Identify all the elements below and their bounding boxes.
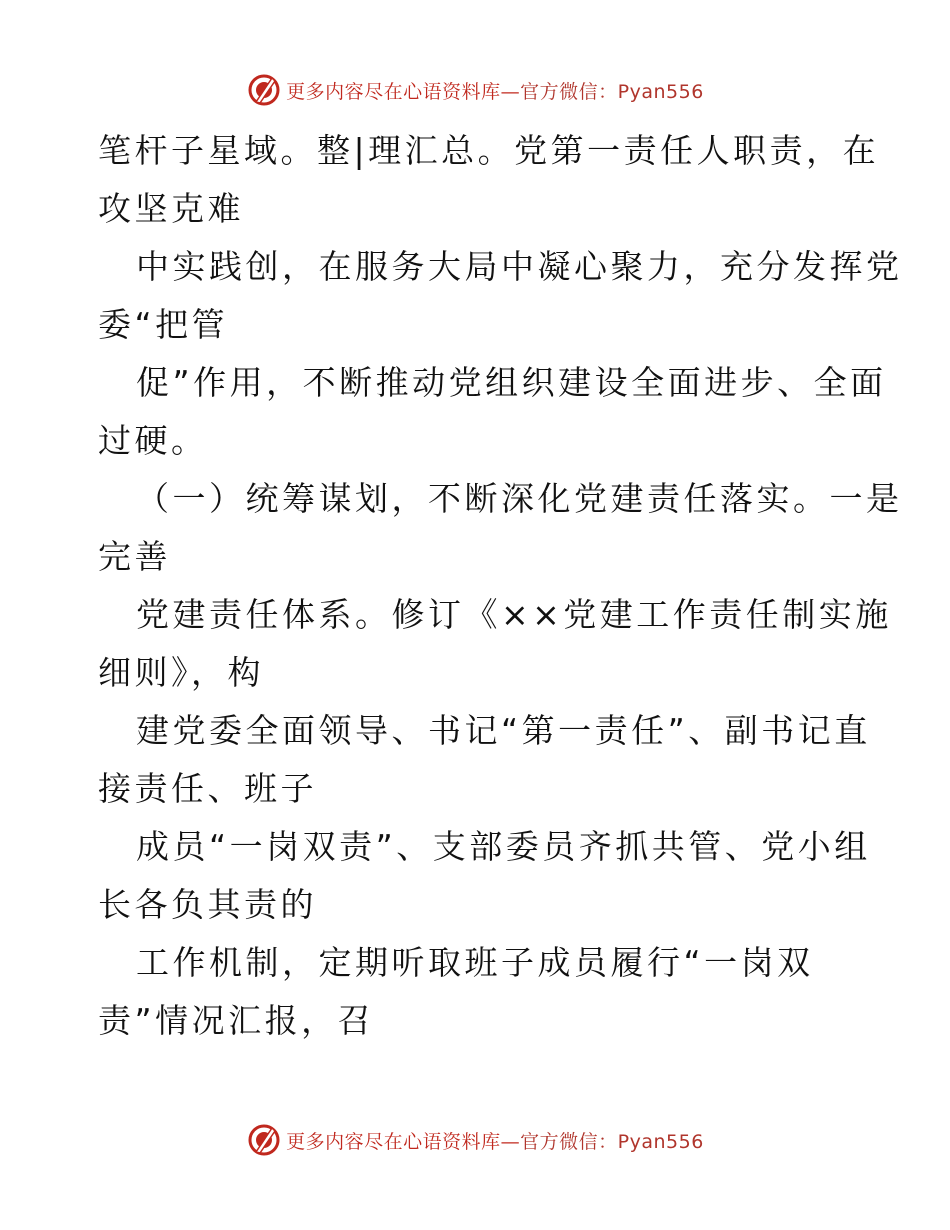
text-line: 笔杆子星域。整|理汇总。党第一责任人职责，在 bbox=[98, 131, 880, 170]
banner-wechat: 官方微信：Pyan556 bbox=[520, 1130, 704, 1153]
document-body bbox=[98, 122, 903, 1050]
text-line: 建党委全面领导、书记“第一责任”、副书记直 bbox=[136, 711, 871, 750]
text-line: 委“把管 bbox=[98, 305, 229, 344]
text-line: 党建责任体系。修订《××党建工作责任制实施 bbox=[136, 595, 892, 634]
banner-text: 更多内容尽在心语资料库— bbox=[286, 1130, 521, 1153]
text-line: 接责任、班子 bbox=[98, 769, 317, 808]
pen-logo-icon bbox=[246, 1122, 282, 1158]
footer-banner bbox=[0, 1120, 950, 1160]
text-line: 促”作用，不断推动党组织建设全面进步、全面 bbox=[136, 363, 887, 402]
banner-text: 更多内容尽在心语资料库— bbox=[286, 80, 521, 103]
text-line: 工作机制，定期听取班子成员履行“一岗双 bbox=[136, 943, 814, 982]
banner-wechat: 官方微信：Pyan556 bbox=[520, 80, 704, 103]
text-line: 成员“一岗双责”、支部委员齐抓共管、党小组 bbox=[136, 827, 871, 866]
pen-logo-icon bbox=[246, 72, 282, 108]
text-line: 攻坚克难 bbox=[98, 189, 244, 228]
text-line: （一）统筹谋划，不断深化党建责任落实。一是 bbox=[136, 479, 903, 518]
text-line: 中实践创，在服务大局中凝心聚力，充分发挥党 bbox=[136, 247, 903, 286]
text-line: 责”情况汇报，召 bbox=[98, 1001, 375, 1040]
text-line: 完善 bbox=[98, 537, 171, 576]
header-banner bbox=[0, 70, 950, 110]
text-line: 长各负其责的 bbox=[98, 885, 317, 924]
text-line: 过硬。 bbox=[98, 421, 208, 460]
text-line: 细则》，构 bbox=[98, 653, 264, 692]
